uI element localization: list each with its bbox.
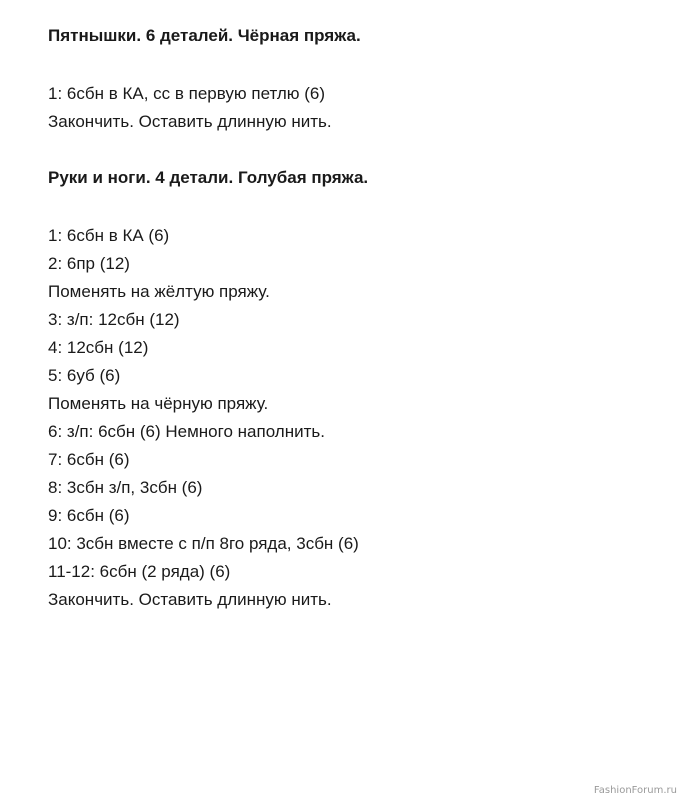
instruction-list (48, 222, 648, 614)
instruction-line: 9: 6сбн (6) (48, 506, 130, 525)
instruction-line: 7: 6сбн (6) (48, 450, 130, 469)
section-arms-legs (48, 164, 648, 614)
section-spots (48, 22, 648, 136)
instruction-line: Закончить. Оставить длинную нить. (48, 112, 332, 131)
instruction-line: 3: з/п: 12сбн (12) (48, 310, 180, 329)
watermark: FashionForum.ru (593, 785, 677, 796)
document-body (48, 22, 648, 614)
instruction-line: 10: 3сбн вместе с п/п 8го ряда, 3сбн (6) (48, 534, 359, 553)
instruction-line: 1: 6сбн в КА (6) (48, 226, 170, 245)
instruction-line: 11-12: 6сбн (2 ряда) (6) (48, 562, 231, 581)
section-title: Пятнышки. 6 деталей. Чёрная пряжа. (48, 26, 361, 45)
instruction-line: 6: з/п: 6сбн (6) Немного наполнить. (48, 422, 325, 441)
instruction-line: 1: 6сбн в КА, сс в первую петлю (6) (48, 84, 326, 103)
instruction-line: 2: 6пр (12) (48, 254, 130, 273)
instruction-line: Поменять на жёлтую пряжу. (48, 282, 270, 301)
instruction-line: 4: 12сбн (12) (48, 338, 149, 357)
section-title: Руки и ноги. 4 детали. Голубая пряжа. (48, 168, 369, 187)
instruction-list (48, 80, 648, 136)
instruction-line: Закончить. Оставить длинную нить. (48, 590, 332, 609)
instruction-line: 8: 3сбн з/п, 3сбн (6) (48, 478, 203, 497)
instruction-line: 5: 6уб (6) (48, 366, 121, 385)
instruction-line: Поменять на чёрную пряжу. (48, 394, 269, 413)
